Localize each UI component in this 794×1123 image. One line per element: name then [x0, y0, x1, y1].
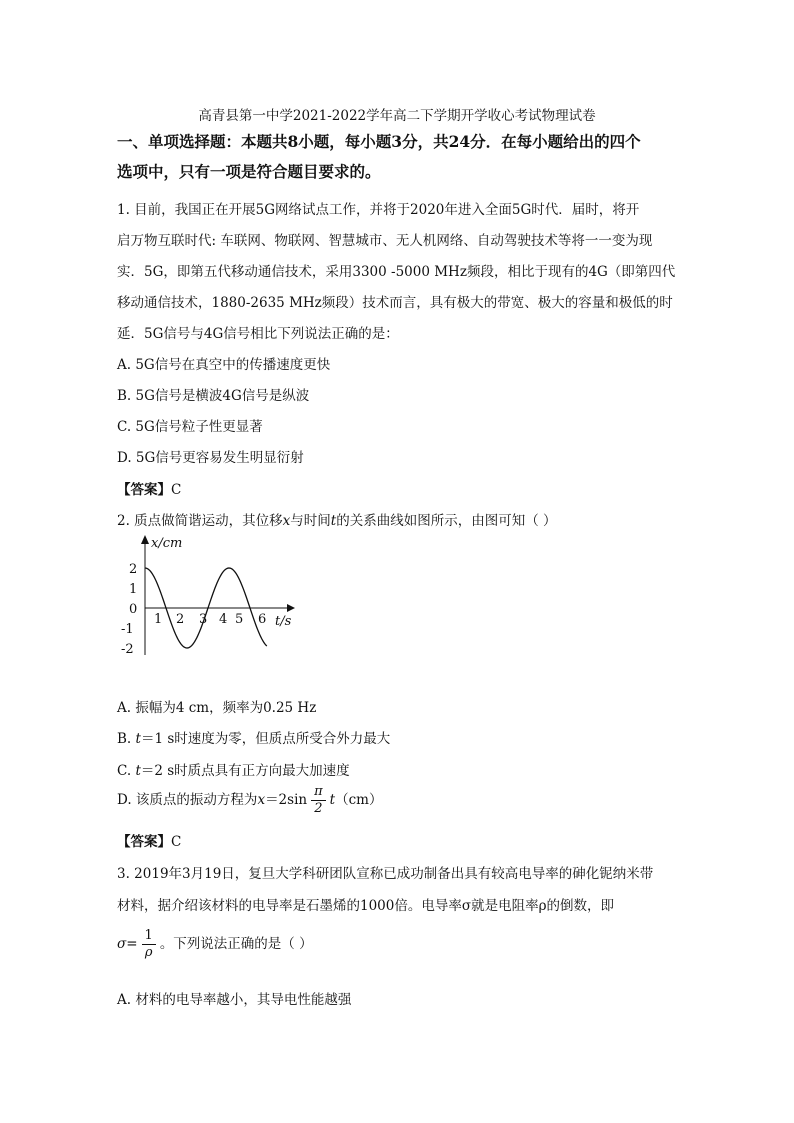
fraction-numerator: π [311, 784, 326, 801]
y-tick-neg1: -1 [121, 622, 134, 637]
q1-line-4: 移动通信技术，1880-2635 MHz频段）技术而言，具有极大的带宽、极大的容量和极低的时 [117, 295, 673, 311]
q2-stem-t: t [330, 513, 337, 529]
q2-option-d-sin: ＝2sin [265, 792, 308, 808]
q2-stem-x: x [282, 513, 291, 529]
section-heading-line1: 一、单项选择题：本题共8小题，每小题3分，共24分．在每小题给出的四个 [117, 132, 641, 151]
q2-stem-prefix: 2. 质点做简谐运动，其位移 [117, 513, 283, 529]
q2-answer-label: 【答案】 [117, 834, 171, 850]
q1-option-a: A. 5G信号在真空中的传播速度更快 [117, 357, 331, 373]
t-axis-arrow [287, 604, 295, 612]
section-heading-line2: 选项中，只有一项是符合题目要求的。 [117, 162, 381, 181]
q3-formula-text: 。下列说法正确的是（ ） [159, 936, 313, 952]
q3-formula-lhs: σ= [117, 936, 138, 952]
exam-title: 高青县第一中学2021-2022学年高二下学期开学收心考试物理试卷 [198, 108, 596, 124]
q1-option-c: C. 5G信号粒子性更显著 [117, 419, 263, 435]
q2-option-c-text: ＝2 s时质点具有正方向最大加速度 [140, 763, 350, 779]
q2-option-d [117, 784, 382, 817]
q2-option-d-fraction [311, 784, 326, 817]
q2-option-d-t: t [329, 792, 336, 808]
q3-line-2: 材料，据介绍该材料的电导率是石墨烯的1000倍。电导率σ就是电阻率ρ的倒数，即 [117, 898, 615, 914]
x-tick-1: 1 [154, 612, 163, 627]
q2-option-d-prefix: D. 该质点的振动方程为 [117, 792, 258, 808]
fraction-numerator: 1 [142, 928, 156, 945]
q3-option-a: A. 材料的电导率越小，其导电性能越强 [117, 992, 352, 1008]
q1-answer [117, 478, 181, 498]
q2-option-d-unit: （cm） [335, 792, 383, 808]
q2-option-d-x: x [257, 792, 266, 808]
q2-stem [117, 509, 557, 529]
q1-line-1: 1. 目前，我国正在开展5G网络试点工作，并将于2020年进入全面5G时代．届时，将开 [117, 202, 640, 218]
x-axis-arrow [141, 535, 149, 544]
x-tick-5: 5 [235, 612, 244, 627]
q2-option-c-prefix: C. [117, 763, 136, 779]
x-tick-6: 6 [258, 612, 267, 627]
q1-line-5: 延．5G信号与4G信号相比下列说法正确的是： [117, 326, 399, 342]
q2-option-b-prefix: B. [117, 731, 136, 747]
q1-option-d: D. 5G信号更容易发生明显衍射 [117, 450, 304, 466]
q3-line-1: 3. 2019年3月19日，复旦大学科研团队宣称已成功制备出具有较高电导率的砷化铌纳米带 [117, 866, 654, 882]
q2-stem-mid: 与时间 [290, 513, 331, 529]
q2-option-b-text: ＝1 s时速度为零，但质点所受合外力最大 [140, 731, 391, 747]
displacement-time-graph [115, 530, 305, 660]
y-tick-neg2: -2 [121, 642, 134, 657]
q1-answer-label: 【答案】 [117, 482, 171, 498]
y-tick-0: 0 [129, 602, 138, 617]
y-tick-2: 2 [129, 562, 138, 577]
q2-option-c-t: t [135, 763, 141, 779]
q2-option-a: A. 振幅为4 cm，频率为0.25 Hz [117, 700, 317, 716]
x-tick-3: 3 [199, 612, 208, 627]
q2-option-b-t: t [135, 731, 141, 747]
q2-option-c [117, 759, 350, 779]
x-tick-4: 4 [219, 612, 228, 627]
fraction-denominator: 2 [314, 801, 323, 816]
x-axis-label: x/cm [151, 536, 183, 551]
x-tick-2: 2 [176, 612, 185, 627]
q2-option-b [117, 727, 390, 747]
q3-formula [117, 928, 313, 961]
q1-answer-value: C [171, 482, 182, 498]
y-tick-1: 1 [129, 582, 138, 597]
t-axis-label: t/s [275, 614, 292, 629]
q3-formula-fraction [142, 928, 156, 961]
fraction-denominator: ρ [144, 945, 153, 960]
q2-answer [117, 830, 181, 850]
q2-answer-value: C [171, 834, 182, 850]
q1-line-2: 启万物互联时代: 车联网、物联网、智慧城市、无人机网络、自动驾驶技术等将一一变为现 [117, 233, 653, 249]
q1-line-3: 实．5G，即第五代移动通信技术，采用3300 -5000 MHz频段，相比于现有的4G（即第四代 [117, 264, 676, 280]
q1-option-b: B. 5G信号是横波4G信号是纵波 [117, 388, 310, 404]
q2-stem-suffix: 的关系曲线如图所示，由图可知（ ） [336, 513, 557, 529]
